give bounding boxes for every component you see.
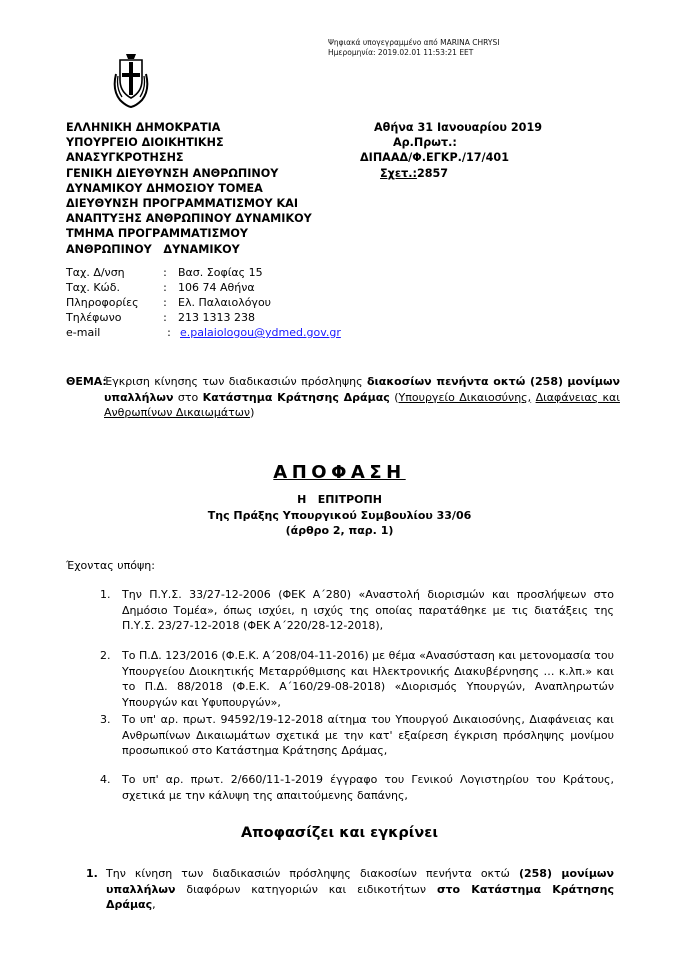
contact-value: 106 74 Αθήνα <box>178 281 255 294</box>
contact-row: Ταχ. Δ/νση : Βασ. Σοφίας 15 <box>66 266 263 279</box>
related-label: Σχετ.: <box>380 166 417 180</box>
subject-employees: μονίμων υπαλλήλων <box>104 375 620 404</box>
contact-value: Βασ. Σοφίας 15 <box>178 266 263 279</box>
document-code: ΔΙΠΑΑΔ/Φ.ΕΓΚΡ./17/401 <box>360 151 509 165</box>
contact-value: 213 1313 238 <box>178 311 255 324</box>
approves-text: Αποφασίζει και εγκρίνει <box>240 825 439 841</box>
signature-signer: Ψηφιακά υπογεγραμμένο από MARINA CHRYSI <box>328 38 500 47</box>
list-item <box>100 587 614 634</box>
contact-info <box>66 265 341 340</box>
contact-label: Πληροφορίες <box>66 296 139 309</box>
subject-label: ΘΕΜΑ: <box>66 375 107 388</box>
subject-text: στο <box>173 390 203 404</box>
item-text: Το υπ' αρ. πρωτ. 2/660/11-1-2019 έγγραφο του Γενικού Λογιστηρίου του Κράτους, σχετικά με την κάλυψη της απαιτούμενης δαπάνης, <box>122 773 614 802</box>
item-text: Το Π.Δ. 123/2016 (Φ.Ε.Κ. Α΄208/04-11-2016) με θέμα «Ανασύσταση και μετονομασία του Υπουργείου Διοικητικής Μεταρρύθμισης και Ηλεκτρονικής Διακυβέρνησης … κ.λπ.» και το Π.Δ. 88/2018 (Φ.Ε.Κ. Α΄160/29-08-2018) «Διορισμός Υπουργών, Αναπληρωτών Υπουργών και Υφυπουργών», <box>122 649 614 709</box>
item-number: 2. <box>100 649 111 662</box>
ministry-header <box>66 120 312 257</box>
item-number: 4. <box>100 773 111 786</box>
contact-label: Τηλέφωνο <box>66 311 122 324</box>
final-item <box>86 866 614 913</box>
list-item <box>100 648 614 710</box>
contact-row: Πληροφορίες : Ελ. Παλαιολόγου <box>66 296 272 309</box>
committee-line: Της Πράξης Υπουργικού Συμβουλίου 33/06 <box>207 508 472 522</box>
item-number: 1. <box>100 588 111 601</box>
subject-ministry: Διαφάνειας και Ανθρωπίνων Δικαιωμάτων <box>104 390 620 419</box>
coat-of-arms-emblem <box>110 52 152 108</box>
related-value: 2857 <box>416 166 449 180</box>
considering-label: Έχοντας υπόψη: <box>66 559 155 572</box>
contact-value: Ελ. Παλαιολόγου <box>178 296 272 309</box>
final-text: , <box>152 898 156 912</box>
list-item <box>100 712 614 759</box>
document-date: Αθήνα 31 Ιανουαρίου 2019 <box>374 121 543 134</box>
header-line: ΥΠΟΥΡΓΕΙΟ ΔΙΟΙΚΗΤΙΚΗΣ <box>66 136 224 150</box>
header-line: ΔΥΝΑΜΙΚΟΥ ΔΗΜΟΣΙΟΥ ΤΟΜΕΑ <box>66 181 263 195</box>
decision-title-wrap <box>0 462 679 483</box>
related-reference <box>360 166 620 181</box>
header-line: ΤΜΗΜΑ ΠΡΟΓΡΑΜΜΑΤΙΣΜΟΥ <box>66 227 248 241</box>
final-facility: στο Κατάστημα Κράτησης Δράμας <box>106 882 614 912</box>
header-line: ΑΝΑΣΥΓΚΡΟΤΗΣΗΣ <box>66 151 184 165</box>
contact-row: e-mail : e.palaiologou@ydmed.gov.gr <box>66 326 341 339</box>
contact-row: Τηλέφωνο : 213 1313 238 <box>66 311 255 324</box>
decision-title: ΑΠΟΦΑΣΗ <box>273 462 406 483</box>
subject-ministry: Υπουργείο Δικαιοσύνης, <box>398 390 532 404</box>
contact-label: e-mail <box>66 326 101 339</box>
header-line: ΔΙΕΥΘΥΝΣΗ ΠΡΟΓΡΑΜΜΑΤΙΣΜΟΥ ΚΑΙ <box>66 197 298 211</box>
email-link[interactable]: e.palaiologou@ydmed.gov.gr <box>180 326 341 339</box>
header-line: ΕΛΛΗΝΙΚΗ ΔΗΜΟΚΡΑΤΙΑ <box>66 121 221 134</box>
reference-block <box>360 120 620 181</box>
item-text: Το υπ' αρ. πρωτ. 94592/19-12-2018 αίτημα του Υπουργού Δικαιοσύνης, Διαφάνειας και Ανθρωπίνων Δικαιωμάτων σχετικά με την κατ' εξαίρεση έγκριση πρόσληψης μονίμου προσωπικού στο Κατάστημα Κράτησης Δράμας, <box>122 713 614 758</box>
committee-line: Η ΕΠΙΤΡΟΠΗ <box>297 493 382 506</box>
header-line: ΓΕΝΙΚΗ ΔΙΕΥΘΥΝΣΗ ΑΝΘΡΩΠΙΝΟΥ <box>66 166 279 180</box>
subject-text: Έγκριση κίνησης των διαδικασιών πρόσληψης <box>104 375 367 388</box>
final-text: Την κίνηση των διαδικασιών πρόσληψης διακοσίων πενήντα οκτώ <box>106 867 519 880</box>
subject-count: διακοσίων πενήντα οκτώ (258) <box>366 375 564 388</box>
item-number: 3. <box>100 713 111 726</box>
protocol-number-label: Αρ.Πρωτ.: <box>393 136 457 150</box>
digital-signature <box>328 38 499 58</box>
item-text: Την Π.Υ.Σ. 33/27-12-2006 (ΦΕΚ Α΄280) «Αναστολή διορισμών και προσλήψεων στο Δημόσιο Τομέα», όπως ισχύει, η ισχύς της οποίας παρατάθηκε με τις διατάξεις της Π.Υ.Σ. 23/27-12-2018 (ΦΕΚ Α΄220/28-12-2018), <box>122 588 614 633</box>
list-item <box>100 772 614 803</box>
committee-heading <box>0 492 679 539</box>
approves-heading <box>0 825 679 841</box>
subject-text: ( <box>389 390 399 404</box>
final-item-number: 1. <box>86 867 98 880</box>
subject <box>66 374 620 421</box>
final-count: (258) μονίμων υπαλλήλων <box>106 867 614 896</box>
final-text: διαφόρων κατηγοριών και ειδικοτήτων <box>175 882 437 896</box>
contact-label: Ταχ. Δ/νση <box>66 266 125 279</box>
header-line: ΑΝΘΡΩΠΙΝΟΥ ΔΥΝΑΜΙΚΟΥ <box>66 242 240 256</box>
header-line: ΑΝΑΠΤΥΞΗΣ ΑΝΘΡΩΠΙΝΟΥ ΔΥΝΑΜΙΚΟΥ <box>66 212 312 226</box>
signature-date: Ημερομηνία: 2019.02.01 11:53:21 EET <box>328 48 474 57</box>
committee-line: (άρθρο 2, παρ. 1) <box>285 524 394 537</box>
subject-text: ) <box>250 406 255 419</box>
subject-facility: Κατάστημα Κράτησης Δράμας <box>202 390 390 404</box>
contact-label: Ταχ. Κώδ. <box>66 281 120 294</box>
contact-row: Ταχ. Κώδ. : 106 74 Αθήνα <box>66 281 255 294</box>
